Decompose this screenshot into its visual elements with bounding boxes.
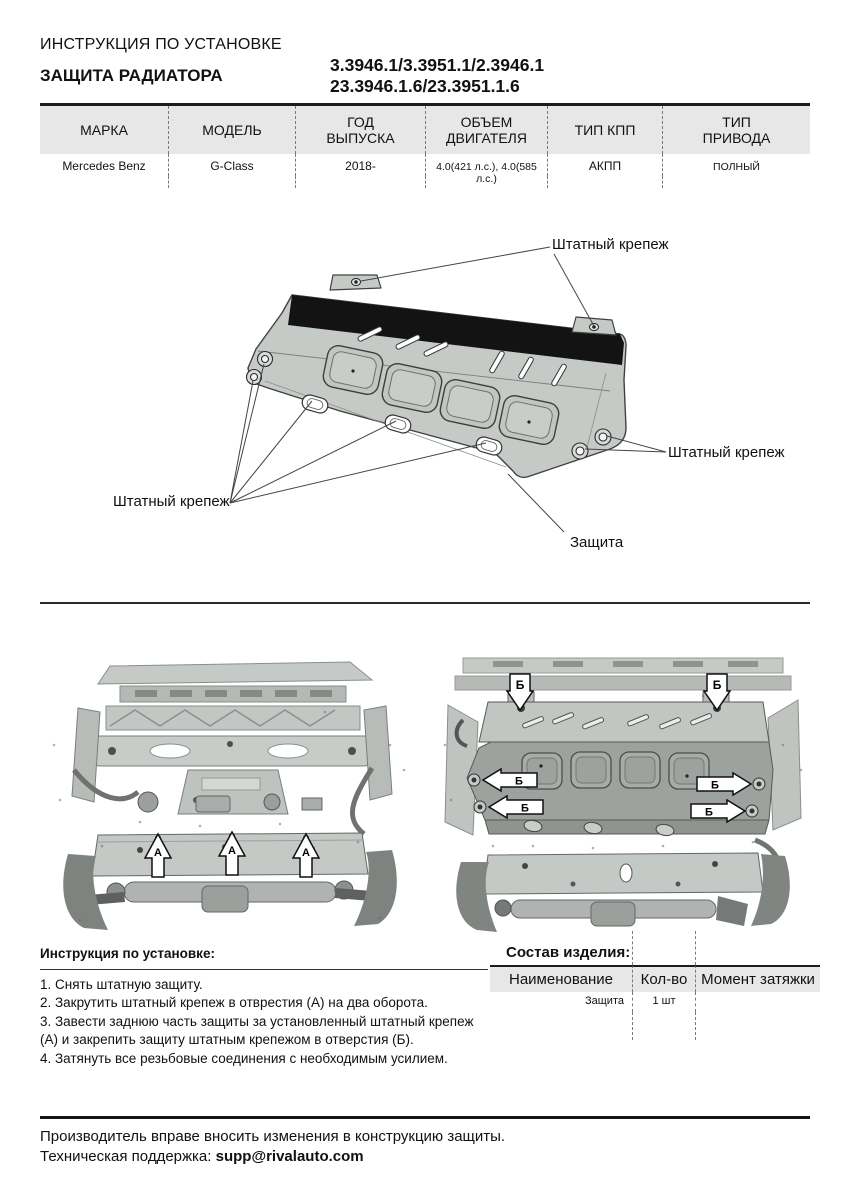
doc-footer	[40, 1116, 810, 1165]
chassis-render	[53, 662, 406, 930]
marker-letter-a: А	[154, 847, 162, 859]
instruction-step-3: 3. Завести заднюю часть защиты за установленный штатный крепеж (А) и закрепить защиту штатным крепежом в отверстия (Б).	[40, 1013, 474, 1047]
support-email: supp@rivalauto.com	[215, 1148, 364, 1165]
fastener-label-left: Штатный крепеж	[113, 493, 230, 510]
part-numbers-line1: 3.3946.1/3.3951.1/2.3946.1	[330, 55, 545, 75]
vehicle-table	[40, 103, 810, 188]
table-spacer	[547, 176, 662, 188]
instruction-step-2: 2. Закрутить штатный крепеж в отврестия (А) на два оборота.	[40, 995, 428, 1010]
guard-plate-drawing	[40, 225, 810, 595]
support-label: Техническая поддержка:	[40, 1148, 212, 1165]
col-header-model	[168, 106, 295, 154]
marker-letter-b: Б	[712, 678, 722, 692]
col-header-text: ГОД	[347, 114, 374, 130]
parts-table-title: Состав изделия:	[506, 944, 631, 961]
col-header-text2: ВЫПУСКА	[326, 130, 395, 146]
doc-header	[40, 36, 810, 100]
col-header-transmission	[547, 106, 662, 154]
parts-cell-qty: 1 шт	[632, 992, 695, 1012]
manufacturer-note: Производитель вправе вносить изменения в конструкцию защиты.	[40, 1128, 506, 1145]
section-divider	[40, 602, 810, 604]
table-spacer	[168, 176, 295, 188]
col-header-text: ТИП	[722, 114, 751, 130]
parts-cell-torque	[695, 992, 820, 1012]
marker-letter-b: Б	[711, 779, 719, 792]
marker-letter-b: Б	[515, 678, 525, 692]
col-header-brand	[40, 106, 168, 154]
fastener-label-right: Штатный крепеж	[668, 444, 785, 461]
radiator-support-beam	[96, 736, 368, 766]
col-header-engine	[425, 106, 547, 154]
guard-installed-view	[433, 650, 818, 940]
marker-letter-b: Б	[521, 802, 529, 815]
cell-model: G-Class	[168, 154, 295, 176]
col-header-text: ОБЪЕМ	[460, 114, 513, 130]
fastener-label-top: Штатный крепеж	[552, 236, 669, 253]
instruction-step-4: 4. Затянуть все резьбовые соединения с необходимым усилием.	[40, 1050, 448, 1066]
part-numbers	[330, 55, 544, 97]
parts-col-torque: Момент затяжки	[695, 965, 820, 992]
parts-table	[490, 931, 820, 1040]
marker-letter-a: А	[228, 845, 236, 857]
marker-letter-b: Б	[705, 806, 713, 819]
table-spacer	[425, 176, 547, 188]
marker-letter-b: Б	[515, 775, 523, 788]
col-header-text: ТИП КПП	[574, 122, 636, 138]
table-spacer	[40, 176, 168, 188]
parts-spacer	[695, 931, 820, 965]
marker-letter-a: А	[302, 847, 310, 859]
parts-spacer	[695, 1012, 820, 1040]
parts-spacer	[632, 1012, 695, 1040]
chassis-front-view	[40, 650, 425, 940]
parts-col-qty: Кол-во	[632, 965, 695, 992]
col-header-text2: ПРИВОДА	[702, 130, 771, 146]
cell-drive: ПОЛНЫЙ	[662, 154, 810, 176]
instruction-steps	[40, 976, 488, 1069]
parts-spacer	[490, 1012, 632, 1040]
installation-instructions	[40, 945, 488, 1068]
col-header-drive	[662, 106, 810, 154]
support-line	[40, 1148, 810, 1165]
col-header-text: МАРКА	[80, 122, 128, 138]
installed-render	[444, 658, 803, 932]
product-title: ЗАЩИТА РАДИАТОРА	[40, 66, 223, 85]
cell-brand: Mercedes Benz	[62, 159, 146, 173]
cell-engine: 4.0(421 л.с.), 4.0(585 л.с.)	[425, 154, 547, 176]
instruction-step-1: 1. Снять штатную защиту.	[40, 976, 203, 992]
parts-spacer	[632, 931, 695, 965]
col-header-year	[295, 106, 425, 154]
guard-label: Защита	[570, 534, 624, 551]
table-spacer	[662, 176, 810, 188]
guard-plate-diagram	[40, 225, 810, 595]
doc-type: ИНСТРУКЦИЯ ПО УСТАНОВКЕ	[40, 36, 282, 53]
table-spacer	[295, 176, 425, 188]
instructions-title: Инструкция по установке:	[40, 945, 488, 970]
col-header-text2: ДВИГАТЕЛЯ	[446, 130, 527, 146]
cell-transmission: АКПП	[547, 154, 662, 176]
part-numbers-line2: 23.3946.1.6/23.3951.1.6	[330, 76, 520, 96]
parts-cell-name: Защита	[585, 995, 624, 1007]
parts-col-name: Наименование	[490, 965, 632, 992]
col-header-text: МОДЕЛЬ	[202, 122, 262, 138]
cell-year: 2018-	[295, 154, 425, 176]
